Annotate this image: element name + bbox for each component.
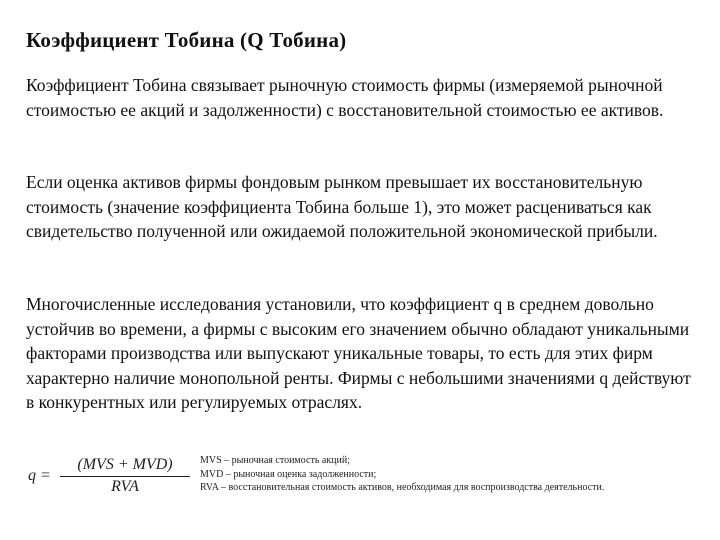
page-title: Коэффициент Тобина (Q Тобина) (26, 28, 347, 52)
formula-legend (200, 454, 604, 495)
formula-denominator: RVA (111, 478, 139, 495)
formula-numerator: (MVS + MVD) (77, 456, 173, 473)
paragraph-interpretation: Если оценка активов фирмы фондовым рынком превышает их восстановительную стоимость (значение коэффициента Тобина больше 1), это может расцениваться как свидетельство полученной или ожидаемой положительной экономической прибыли. (26, 172, 658, 241)
formula-lhs: q = (28, 467, 51, 484)
tobin-q-formula (26, 456, 196, 498)
legend-item-mvd: MVD – рыночная оценка задолженности; (200, 468, 377, 480)
paragraph-definition: Коэффициент Тобина связывает рыночную стоимость фирмы (измеряемой рыночной стоимостью ее акций и задолженности) с восстановительной стоимостью ее активов. (26, 75, 664, 120)
paragraph-research: Многочисленные исследования установили, что коэффициент q в среднем довольно устойчив во времени, а фирмы с высоким его значением обычно обладают уникальными факторами производства или выпускают уникальные товары, то есть для этих фирм характерно наличие монопольной ренты. Фирмы с небольшими значениями q действуют в конкурентных или регулируемых отраслях. (26, 294, 691, 412)
legend-item-mvs: MVS – рыночная стоимость акций; (200, 455, 351, 466)
formula-fraction-bar (60, 476, 190, 477)
legend-item-rva: RVA – восстановительная стоимость активов, необходимая для воспроизводства деятельности. (200, 482, 605, 493)
